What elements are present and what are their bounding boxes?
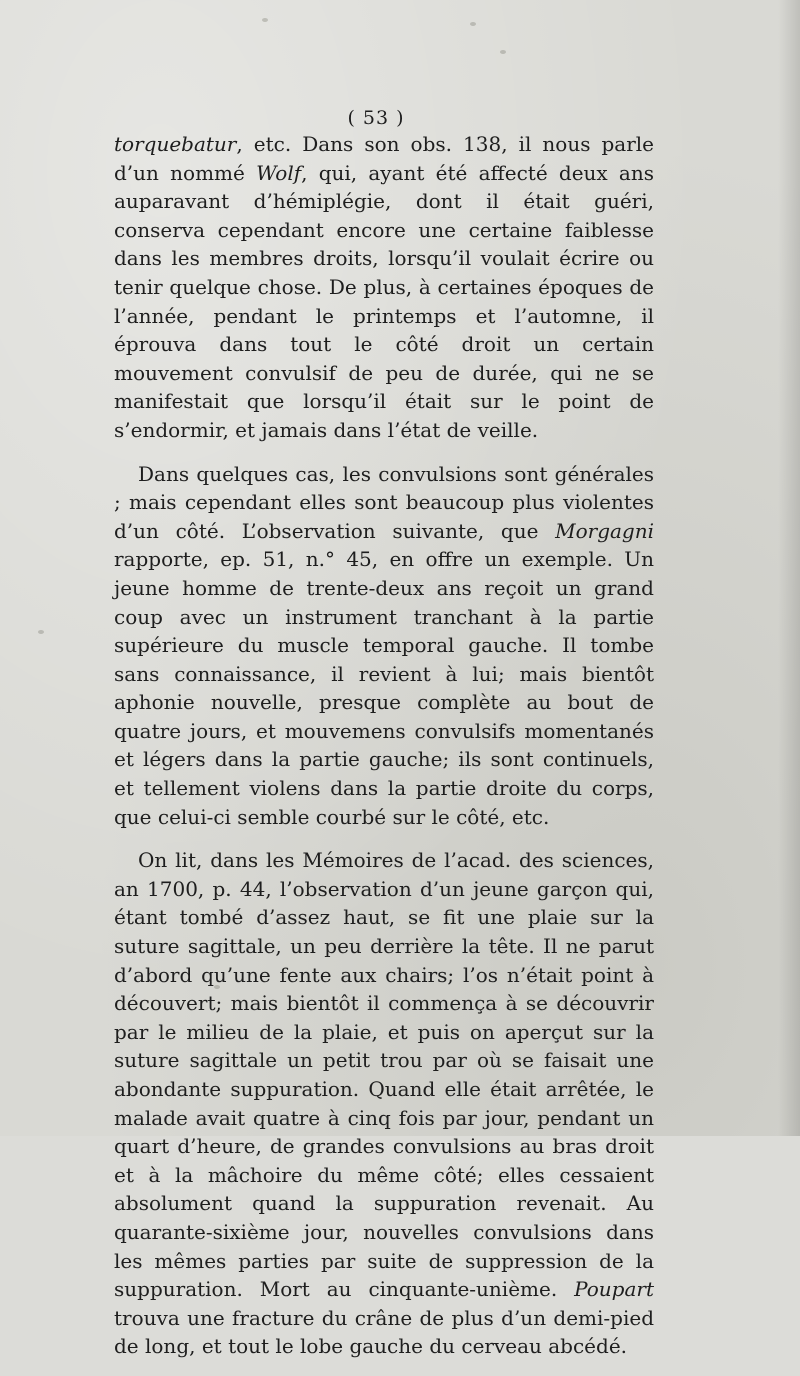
paper-speck — [262, 18, 268, 22]
italic-name: Wolf — [256, 160, 302, 185]
paper-speck — [500, 50, 506, 54]
text-run: Dans quelques cas, les convulsions sont générales ; mais cependant elles sont beaucoup plus violentes d’un côté. L’observation suivante, que — [114, 461, 654, 543]
paragraph — [114, 130, 654, 445]
text-run: On lit, dans les Mémoires de l’acad. des sciences, an 1700, p. 44, l’observation d’un jeune garçon qui, étant tombé d’assez haut, se fit une plaie sur la suture sagittale, un peu derrière la tête. Il ne parut d’abord qu’une fente aux chairs; l’os n’était point à découvert; mais bientôt il commença à se découvrir par le milieu de la plaie, et puis on aperçut sur la suture sagittale un petit trou par où se faisait une abondante suppuration. Quand elle était arrêtée, le malade avait quatre à cinq fois par jour, pendant un quart d’heure, de grandes convulsions au bras droit et à la mâchoire du même côté; elles cessaient absolument quand la suppuration revenait. Au quarante-sixième jour, nouvelles convulsions dans les mêmes parties par suite de suppression de la suppuration. Mort au cinquante-unième. — [114, 848, 654, 1302]
body-text — [114, 130, 654, 1376]
text-run: trouva une fracture du crâne de plus d’un demi-pied de long, et tout le lobe gauche du cerveau abcédé. — [114, 1305, 654, 1359]
paragraph — [114, 460, 654, 832]
text-run: rapporte, ep. 51, n.° 45, en offre un exemple. Un jeune homme de trente-deux ans reçoit un grand coup avec un instrument tranchant à la partie supérieure du muscle temporal gauche. Il tombe sans connaissance, il revient à lui; mais bientôt aphonie nouvelle, presque complète au bout de quatre jours, et mouvemens convulsifs momentanés et légers dans la partie gauche; ils sont continuels, et tellement violens dans la partie droite du corps, que celui-ci semble courbé sur le côté, etc. — [114, 547, 654, 829]
text-run: , etc. Dans son obs. 138, il nous parle d’un nommé — [114, 132, 654, 185]
paragraph — [114, 846, 654, 1361]
italic-name: Morgagni — [555, 518, 654, 543]
page-number: ( 53 ) — [347, 107, 405, 129]
paper-speck — [470, 22, 476, 26]
text-run: , qui, ayant été affecté deux ans auparavant d’hémiplégie, dont il était guéri, conserva cependant encore une certaine faiblesse dans les membres droits, lorsqu’il voulait écrire ou tenir quelque chose. De plus, à certaines époques de l’année, pendant le printemps et l’automne, il éprouva dans tout le côté droit un certain mouvement convulsif de peu de durée, qui ne se manifestait que lorsqu’il était sur le point de s’endormir, et jamais dans l’état de veille. — [114, 160, 654, 442]
italic-name: Poupart — [574, 1277, 654, 1302]
paper-speck — [38, 630, 44, 634]
italic-word: torquebatur — [114, 132, 237, 156]
page-edge-shadow — [778, 0, 800, 1136]
